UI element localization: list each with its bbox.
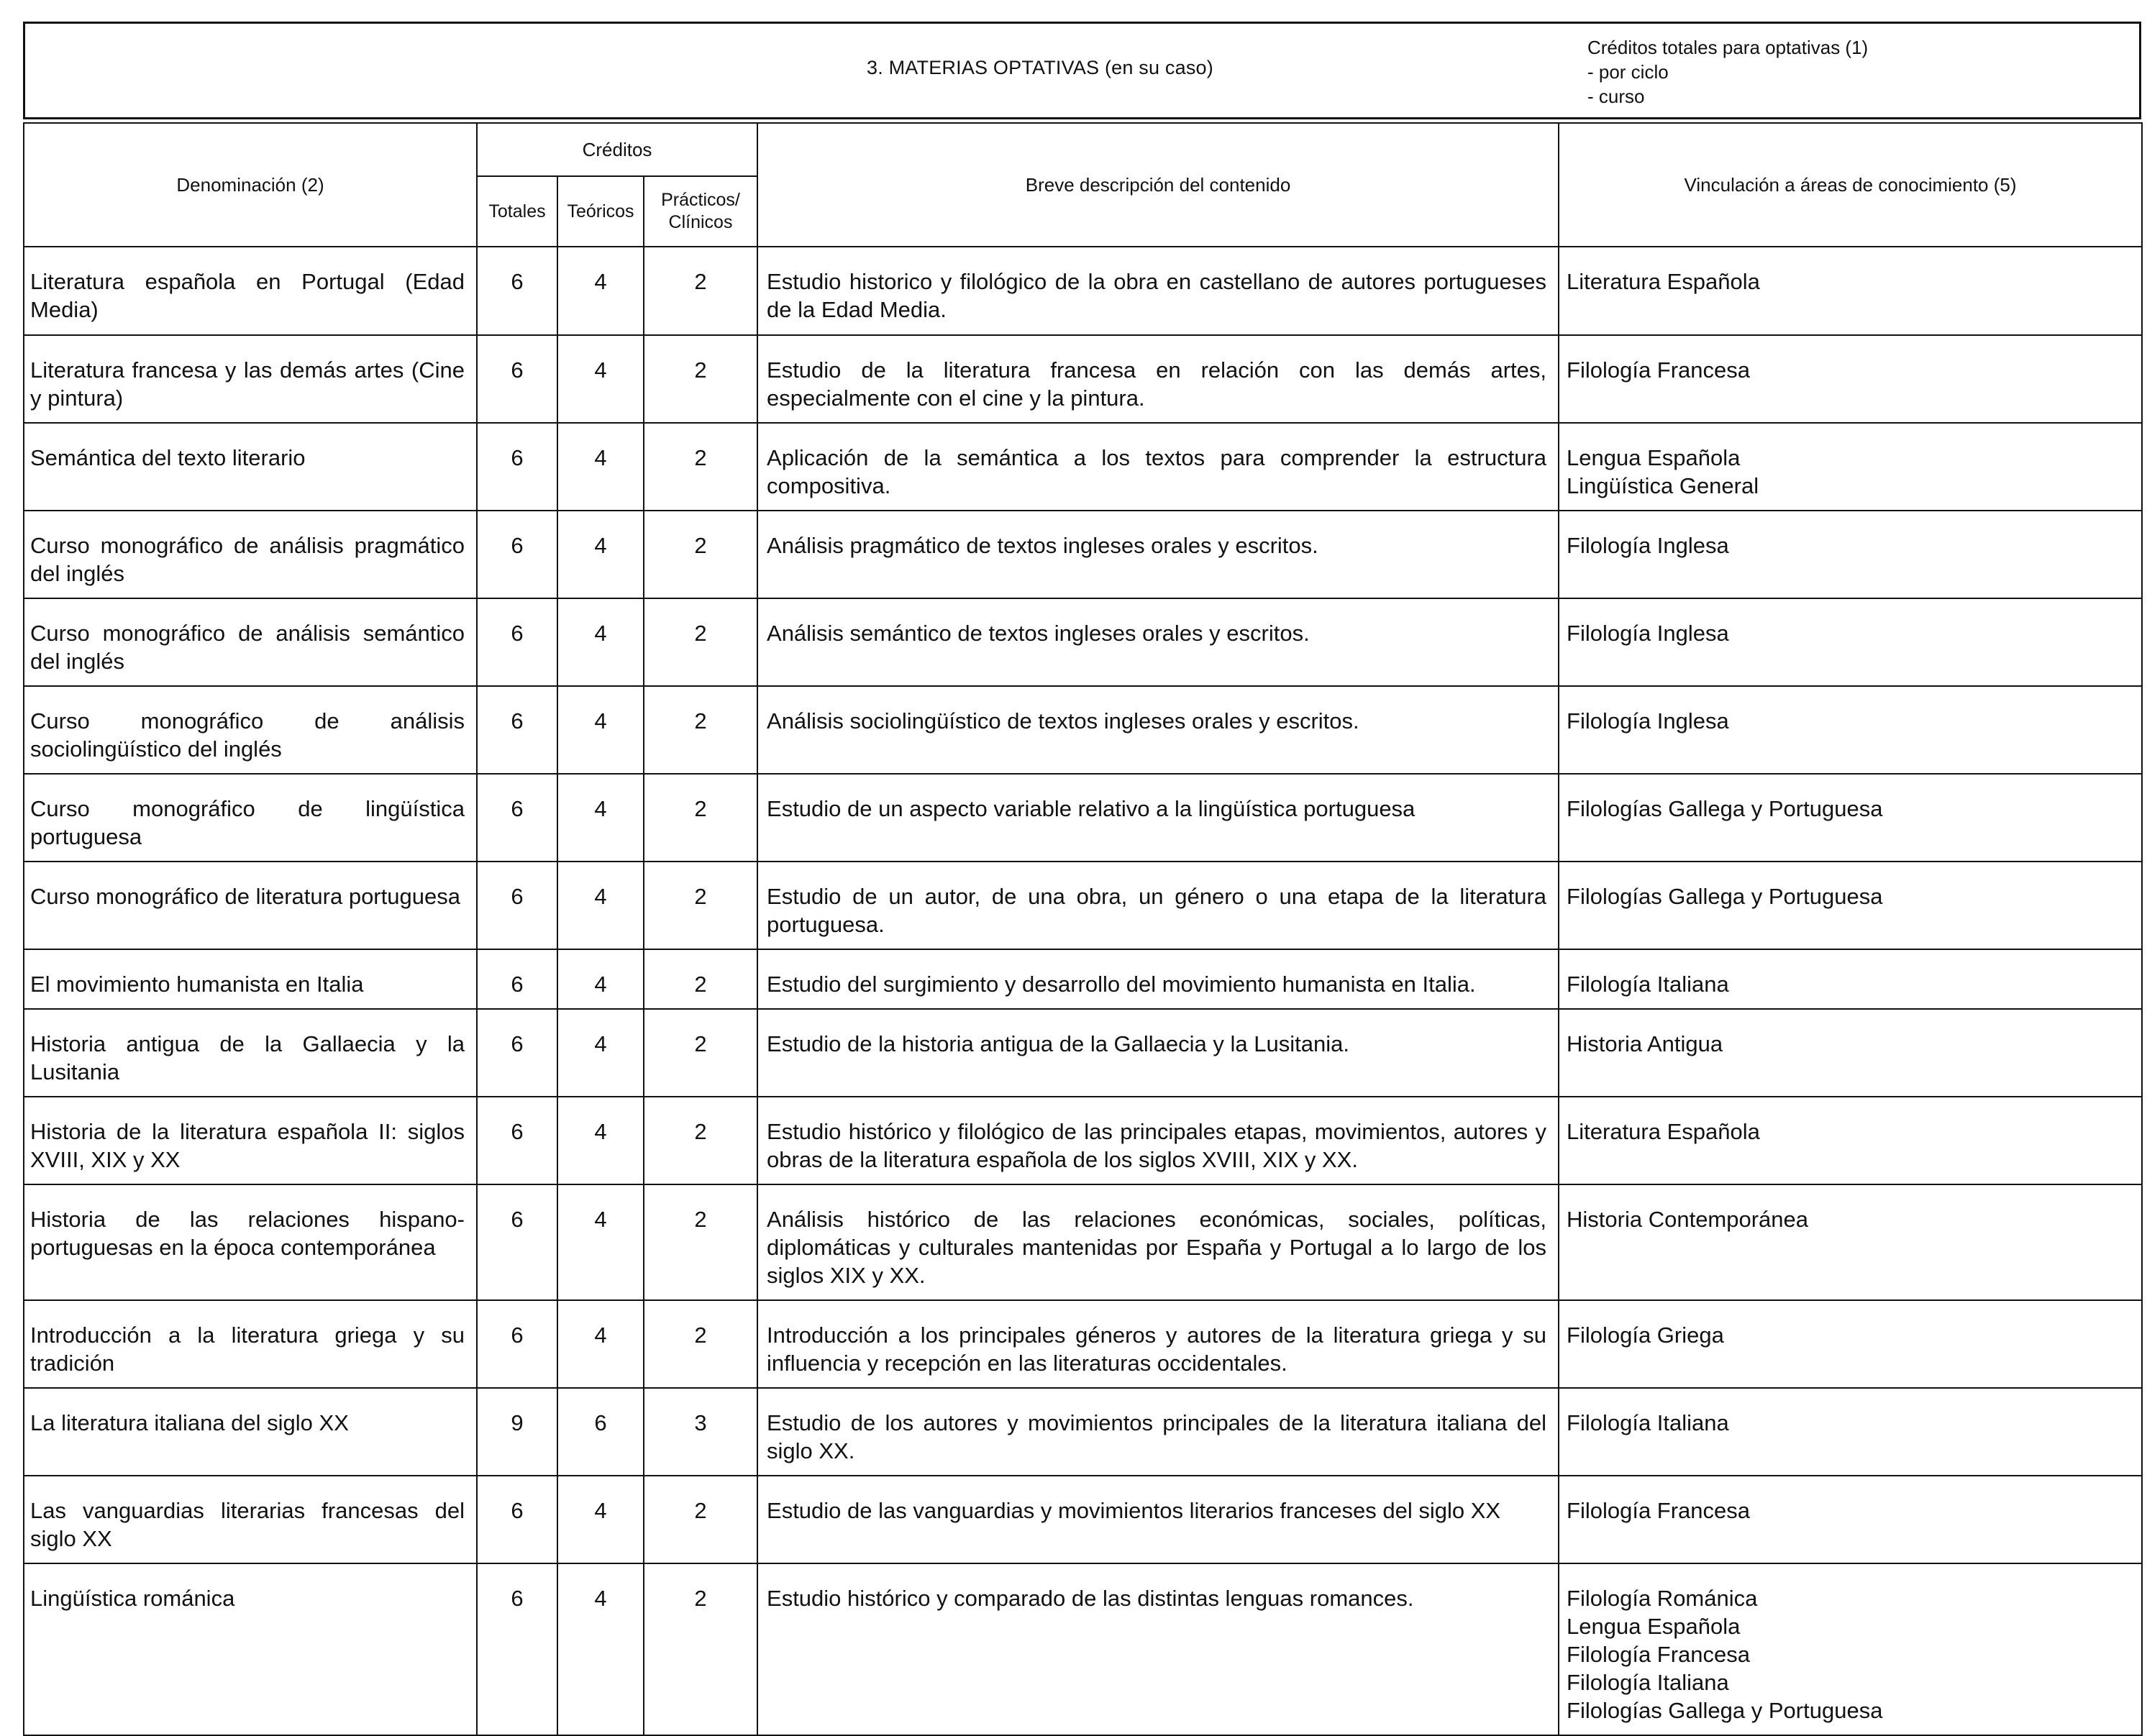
subject-name: Historia antigua de la Gallaecia y la Lusitania xyxy=(24,1009,477,1097)
table-row xyxy=(24,423,2142,511)
credits-teoricos: 4 xyxy=(557,1097,644,1184)
credits-practicos: 2 xyxy=(644,686,757,774)
knowledge-area: Lingüística General xyxy=(1567,473,1759,498)
knowledge-area: Filología Inglesa xyxy=(1567,533,1729,558)
header-practicos-line1: Prácticos/ xyxy=(661,190,740,210)
credits-totales: 6 xyxy=(477,1300,557,1388)
knowledge-area: Filologías Gallega y Portuguesa xyxy=(1567,884,1883,909)
credits-totales: 6 xyxy=(477,598,557,686)
credits-practicos: 2 xyxy=(644,862,757,949)
knowledge-areas xyxy=(1559,598,2142,686)
subject-name: Introducción a la literatura griega y su tradición xyxy=(24,1300,477,1388)
header-descripcion: Breve descripción del contenido xyxy=(757,123,1559,247)
credits-teoricos: 4 xyxy=(557,1184,644,1300)
subject-description: Estudio de un aspecto variable relativo a la lingüística portuguesa xyxy=(757,774,1559,862)
credits-practicos: 2 xyxy=(644,1300,757,1388)
credits-totales: 6 xyxy=(477,1476,557,1563)
subject-description: Estudio histórico y comparado de las distintas lenguas romances. xyxy=(757,1563,1559,1735)
credits-practicos: 3 xyxy=(644,1388,757,1476)
credits-practicos: 2 xyxy=(644,1184,757,1300)
table-row xyxy=(24,511,2142,598)
credits-practicos: 2 xyxy=(644,247,757,335)
knowledge-area: Filología Inglesa xyxy=(1567,708,1729,734)
table-row xyxy=(24,1388,2142,1476)
knowledge-area: Filología Italiana xyxy=(1567,1410,1729,1435)
credits-teoricos: 4 xyxy=(557,1009,644,1097)
subject-name: Curso monográfico de lingüística portuguesa xyxy=(24,774,477,862)
knowledge-area: Lengua Española xyxy=(1567,445,1741,470)
subject-description: Estudio de un autor, de una obra, un género o una etapa de la literatura portuguesa. xyxy=(757,862,1559,949)
credits-teoricos: 4 xyxy=(557,335,644,423)
knowledge-area: Filología Románica xyxy=(1567,1586,1758,1611)
subject-name: Semántica del texto literario xyxy=(24,423,477,511)
credits-totales: 6 xyxy=(477,949,557,1009)
table-row xyxy=(24,335,2142,423)
credits-note xyxy=(1587,35,1868,109)
credits-totales: 6 xyxy=(477,1184,557,1300)
table-row xyxy=(24,1300,2142,1388)
knowledge-area: Literatura Española xyxy=(1567,1119,1760,1144)
knowledge-area: Filologías Gallega y Portuguesa xyxy=(1567,796,1883,821)
header-totales: Totales xyxy=(477,176,557,247)
credits-totales: 6 xyxy=(477,1009,557,1097)
subject-name: Curso monográfico de literatura portuguesa xyxy=(24,862,477,949)
optional-subjects-table xyxy=(23,122,2143,1736)
credits-teoricos: 4 xyxy=(557,423,644,511)
credits-note-line: Créditos totales para optativas (1) xyxy=(1587,37,1869,58)
table-row xyxy=(24,862,2142,949)
credits-teoricos: 4 xyxy=(557,1300,644,1388)
credits-totales: 6 xyxy=(477,1563,557,1735)
subject-description: Estudio de las vanguardias y movimientos literarios franceses del siglo XX xyxy=(757,1476,1559,1563)
knowledge-area: Filología Griega xyxy=(1567,1322,1724,1348)
section-title: 3. MATERIAS OPTATIVAS (en su caso) xyxy=(867,57,1213,78)
credits-teoricos: 6 xyxy=(557,1388,644,1476)
header-practicos xyxy=(644,176,757,247)
header-teoricos: Teóricos xyxy=(557,176,644,247)
knowledge-areas xyxy=(1559,511,2142,598)
knowledge-areas xyxy=(1559,774,2142,862)
credits-teoricos: 4 xyxy=(557,774,644,862)
knowledge-area: Filología Francesa xyxy=(1567,357,1751,383)
table-header xyxy=(24,123,2142,247)
credits-totales: 6 xyxy=(477,686,557,774)
credits-practicos: 2 xyxy=(644,1097,757,1184)
subject-name: Las vanguardias literarias francesas del siglo XX xyxy=(24,1476,477,1563)
subject-name: Lingüística románica xyxy=(24,1563,477,1735)
knowledge-area: Lengua Española xyxy=(1567,1614,1741,1639)
knowledge-area: Historia Antigua xyxy=(1567,1031,1723,1056)
credits-practicos: 2 xyxy=(644,423,757,511)
subject-description: Análisis semántico de textos ingleses orales y escritos. xyxy=(757,598,1559,686)
credits-teoricos: 4 xyxy=(557,686,644,774)
credits-practicos: 2 xyxy=(644,1476,757,1563)
knowledge-areas xyxy=(1559,1184,2142,1300)
document-sheet xyxy=(23,22,2141,1723)
subject-description: Estudio historico y filológico de la obra en castellano de autores portugueses de la Edad Media. xyxy=(757,247,1559,335)
knowledge-areas xyxy=(1559,686,2142,774)
knowledge-areas xyxy=(1559,247,2142,335)
subject-name: La literatura italiana del siglo XX xyxy=(24,1388,477,1476)
knowledge-area: Literatura Española xyxy=(1567,269,1760,294)
credits-practicos: 2 xyxy=(644,1563,757,1735)
table-row xyxy=(24,686,2142,774)
knowledge-area: Filología Italiana xyxy=(1567,972,1729,997)
credits-practicos: 2 xyxy=(644,598,757,686)
credits-totales: 6 xyxy=(477,862,557,949)
credits-practicos: 2 xyxy=(644,511,757,598)
subject-description: Estudio de la historia antigua de la Gallaecia y la Lusitania. xyxy=(757,1009,1559,1097)
table-row xyxy=(24,598,2142,686)
credits-teoricos: 4 xyxy=(557,247,644,335)
knowledge-areas xyxy=(1559,1097,2142,1184)
subject-name: Curso monográfico de análisis pragmático del inglés xyxy=(24,511,477,598)
credits-totales: 6 xyxy=(477,774,557,862)
knowledge-areas xyxy=(1559,1476,2142,1563)
subject-name: Historia de las relaciones hispano-portuguesas en la época contemporánea xyxy=(24,1184,477,1300)
credits-note-line: - curso xyxy=(1587,86,1645,107)
subject-name: El movimiento humanista en Italia xyxy=(24,949,477,1009)
credits-totales: 6 xyxy=(477,247,557,335)
header-vinculacion: Vinculación a áreas de conocimiento (5) xyxy=(1559,123,2142,247)
subject-description: Estudio de la literatura francesa en relación con las demás artes, especialmente con el cine y la pintura. xyxy=(757,335,1559,423)
credits-teoricos: 4 xyxy=(557,1563,644,1735)
credits-totales: 6 xyxy=(477,335,557,423)
table-row xyxy=(24,1009,2142,1097)
credits-practicos: 2 xyxy=(644,774,757,862)
knowledge-areas xyxy=(1559,862,2142,949)
knowledge-areas xyxy=(1559,1009,2142,1097)
credits-teoricos: 4 xyxy=(557,862,644,949)
credits-teoricos: 4 xyxy=(557,1476,644,1563)
header-creditos: Créditos xyxy=(477,123,757,176)
subject-name: Literatura española en Portugal (Edad Media) xyxy=(24,247,477,335)
subject-description: Análisis histórico de las relaciones económicas, sociales, políticas, diplomáticas y culturales mantenidas por España y Portugal a lo largo de los siglos XIX y XX. xyxy=(757,1184,1559,1300)
table-row xyxy=(24,949,2142,1009)
credits-note-line: - por ciclo xyxy=(1587,61,1669,83)
knowledge-areas xyxy=(1559,949,2142,1009)
knowledge-areas xyxy=(1559,1300,2142,1388)
table-row xyxy=(24,1563,2142,1735)
table-row xyxy=(24,1184,2142,1300)
subject-description: Estudio histórico y filológico de las principales etapas, movimientos, autores y obras de la literatura española de los siglos XVIII, XIX y XX. xyxy=(757,1097,1559,1184)
subject-description: Análisis sociolingüístico de textos ingleses orales y escritos. xyxy=(757,686,1559,774)
knowledge-area: Filología Francesa xyxy=(1567,1498,1751,1523)
subject-name: Historia de la literatura española II: siglos XVIII, XIX y XX xyxy=(24,1097,477,1184)
knowledge-area: Filología Inglesa xyxy=(1567,621,1729,646)
knowledge-area: Historia Contemporánea xyxy=(1567,1207,1809,1232)
knowledge-area: Filología Italiana xyxy=(1567,1670,1729,1695)
knowledge-areas xyxy=(1559,423,2142,511)
credits-totales: 6 xyxy=(477,1097,557,1184)
credits-totales: 9 xyxy=(477,1388,557,1476)
knowledge-areas xyxy=(1559,1388,2142,1476)
subject-name: Curso monográfico de análisis sociolingüístico del inglés xyxy=(24,686,477,774)
table-row xyxy=(24,1097,2142,1184)
credits-practicos: 2 xyxy=(644,1009,757,1097)
credits-teoricos: 4 xyxy=(557,511,644,598)
subject-description: Estudio de los autores y movimientos principales de la literatura italiana del siglo XX. xyxy=(757,1388,1559,1476)
knowledge-areas xyxy=(1559,1563,2142,1735)
subject-description: Estudio del surgimiento y desarrollo del movimiento humanista en Italia. xyxy=(757,949,1559,1009)
credits-practicos: 2 xyxy=(644,949,757,1009)
table-row xyxy=(24,1476,2142,1563)
credits-practicos: 2 xyxy=(644,335,757,423)
subject-description: Introducción a los principales géneros y autores de la literatura griega y su influencia y recepción en las literaturas occidentales. xyxy=(757,1300,1559,1388)
subject-description: Aplicación de la semántica a los textos para comprender la estructura compositiva. xyxy=(757,423,1559,511)
subject-name: Curso monográfico de análisis semántico del inglés xyxy=(24,598,477,686)
knowledge-areas xyxy=(1559,335,2142,423)
subject-name: Literatura francesa y las demás artes (Cine y pintura) xyxy=(24,335,477,423)
table-row xyxy=(24,774,2142,862)
knowledge-area: Filología Francesa xyxy=(1567,1642,1751,1667)
table-row xyxy=(24,247,2142,335)
table-body xyxy=(24,247,2142,1735)
subject-description: Análisis pragmático de textos ingleses orales y escritos. xyxy=(757,511,1559,598)
knowledge-area: Filologías Gallega y Portuguesa xyxy=(1567,1698,1883,1723)
credits-totales: 6 xyxy=(477,423,557,511)
credits-teoricos: 4 xyxy=(557,598,644,686)
credits-totales: 6 xyxy=(477,511,557,598)
section-banner xyxy=(23,22,2141,119)
credits-teoricos: 4 xyxy=(557,949,644,1009)
header-denominacion: Denominación (2) xyxy=(24,123,477,247)
header-practicos-line2: Clínicos xyxy=(668,212,733,232)
